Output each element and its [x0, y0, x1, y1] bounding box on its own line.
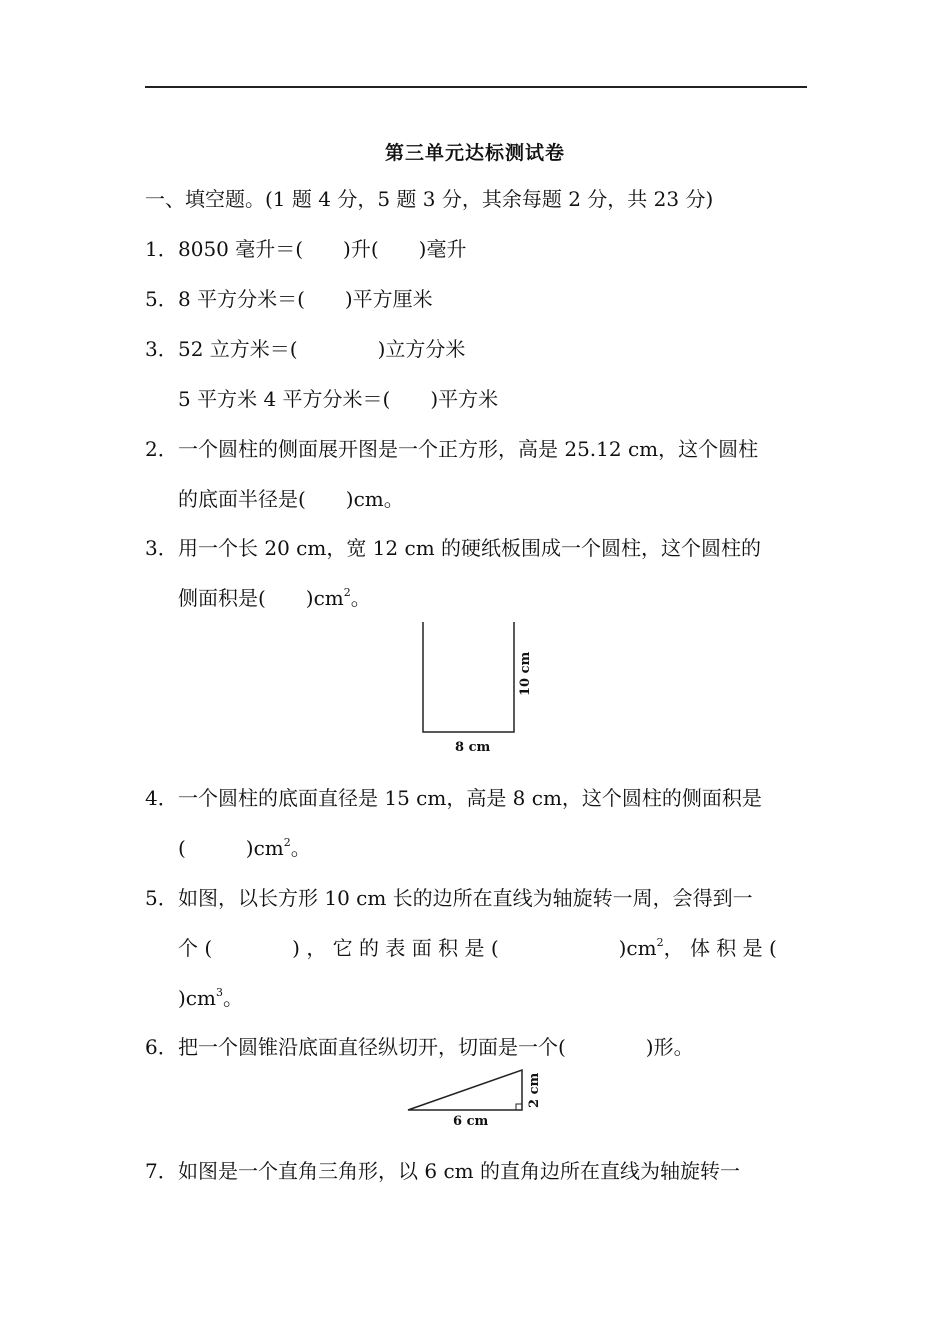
punctuation: 。 — [290, 836, 311, 860]
question-number: 4． — [145, 786, 178, 810]
question-4-line2 — [178, 834, 311, 862]
question-number: 5． — [145, 287, 178, 311]
question-text: 个 ( ) ， 它 的 表 面 积 是 ( )cm — [178, 936, 657, 960]
question-number: 6． — [145, 1035, 178, 1059]
superscript: 2 — [283, 836, 291, 849]
question-text: 如图，以长方形 10 cm 长的边所在直线为轴旋转一周，会得到一 — [178, 886, 753, 910]
question-text: 如图是一个直角三角形，以 6 cm 的直角边所在直线为轴旋转一 — [178, 1159, 740, 1183]
section-heading: 一、填空题。(1 题 4 分，5 题 3 分，其余每题 2 分，共 23 分) — [145, 187, 714, 211]
superscript: 3 — [215, 986, 223, 999]
question-6 — [145, 1033, 694, 1061]
question-text: 52 立方米＝( )立方分米 — [178, 337, 466, 361]
triangle-base-label: 6 cm — [453, 1114, 489, 1129]
question-text: 把一个圆锥沿底面直径纵切开，切面是一个( )形。 — [178, 1035, 694, 1059]
question-2-line2: 的底面半径是( )cm。 — [178, 487, 404, 511]
question-number: 3． — [145, 337, 178, 361]
punctuation: 。 — [350, 586, 371, 610]
question-text: ， 体 积 是 ( — [663, 936, 777, 960]
question-text: 侧面积是( )cm — [178, 586, 344, 610]
question-5-line1 — [145, 884, 753, 912]
right-angle-mark — [516, 1104, 522, 1110]
question-text: 一个圆柱的底面直径是 15 cm，高是 8 cm，这个圆柱的侧面积是 — [178, 786, 762, 810]
rectangle-outline — [423, 622, 514, 732]
question-number: 3． — [145, 536, 178, 560]
question-text: )cm — [178, 986, 216, 1010]
question-number: 1． — [145, 237, 178, 261]
question-number: 7． — [145, 1159, 178, 1183]
question-5-line3 — [178, 984, 243, 1012]
question-number: 2． — [145, 437, 178, 461]
question-5-line2 — [178, 934, 777, 962]
question-text: 用一个长 20 cm，宽 12 cm 的硬纸板围成一个圆柱，这个圆柱的 — [178, 536, 762, 560]
rect-width-label: 8 cm — [455, 740, 491, 755]
question-1d: 5 平方米 4 平方分米＝( )平方米 — [178, 387, 499, 411]
page-title: 第三单元达标测试卷 — [384, 142, 565, 164]
superscript: 2 — [343, 586, 351, 599]
punctuation: 。 — [222, 986, 243, 1010]
question-text: 8050 毫升＝( )升( )毫升 — [178, 237, 467, 261]
question-7 — [145, 1157, 740, 1185]
triangle-height-label: 2 cm — [527, 1072, 542, 1108]
question-number: 5． — [145, 886, 178, 910]
question-text: ( )cm — [178, 836, 284, 860]
question-text: 8 平方分米＝( )平方厘米 — [178, 287, 433, 311]
triangle-outline — [408, 1070, 522, 1110]
superscript: 2 — [656, 936, 664, 949]
question-text: 一个圆柱的侧面展开图是一个正方形，高是 25.12 cm，这个圆柱 — [178, 437, 759, 461]
question-4-line1 — [145, 784, 762, 812]
rect-height-label: 10 cm — [518, 651, 533, 696]
